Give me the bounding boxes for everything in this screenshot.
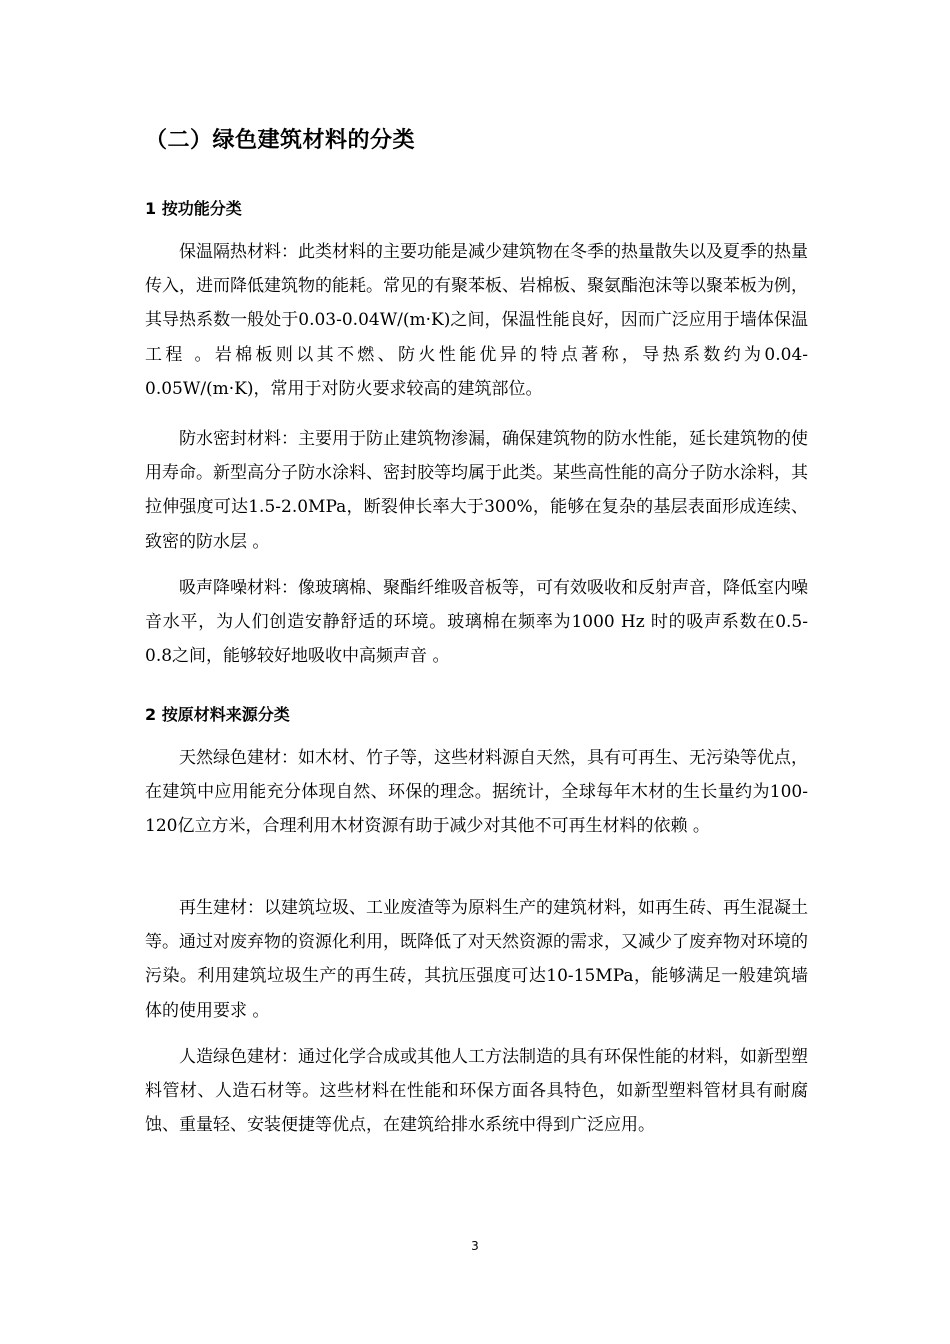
paragraph-sound-absorbing-materials: 吸声降噪材料：像玻璃棉、聚酯纤维吸音板等，可有效吸收和反射声音，降低室内噪音水平，为人们创造安静舒适的环境。玻璃棉在频率为1000 Hz 时的吸声系数在0.5-0.8之间，能够较好地吸收中高频声音 。: [145, 578, 808, 667]
page-number: 3: [471, 1239, 479, 1253]
document-page: [145, 0, 808, 1344]
paragraph-recycled-materials: 再生建材：以建筑垃圾、工业废渣等为原料生产的建筑材料，如再生砖、再生混凝土等。通过对废弃物的资源化利用，既降低了对天然资源的需求，又减少了废弃物对环境的污染。利用建筑垃圾生产的再生砖，其抗压强度可达10-15MPa，能够满足一般建筑墙体的使用要求 。: [145, 898, 808, 1021]
section-title-by-function: 1 按功能分类: [145, 199, 242, 218]
section-title-by-raw-material: 2 按原材料来源分类: [145, 705, 290, 724]
chapter-heading: （二）绿色建筑材料的分类: [145, 128, 416, 153]
paragraph-synthetic-materials: 人造绿色建材：通过化学合成或其他人工方法制造的具有环保性能的材料，如新型塑料管材、人造石材等。这些材料在性能和环保方面各具特色，如新型塑料管材具有耐腐蚀、重量轻、安装便捷等优点，在建筑给排水系统中得到广泛应用。: [145, 1047, 808, 1136]
paragraph-natural-materials: 天然绿色建材：如木材、竹子等，这些材料源自天然，具有可再生、无污染等优点，在建筑中应用能充分体现自然、环保的理念。据统计，全球每年木材的生长量约为100-120亿立方米，合理利用木材资源有助于减少对其他不可再生材料的依赖 。: [145, 748, 808, 837]
paragraph-insulation-materials: 保温隔热材料：此类材料的主要功能是减少建筑物在冬季的热量散失以及夏季的热量传入，进而降低建筑物的能耗。常见的有聚苯板、岩棉板、聚氨酯泡沫等以聚苯板为例，其导热系数一般处于0.03-0.04W/(m·K)之间，保温性能良好，因而广泛应用于墙体保温工程 。岩棉板则以其不燃、防火性能优异的特点著称，导热系数约为0.04-0.05W/(m·K)，常用于对防火要求较高的建筑部位。: [145, 242, 808, 399]
paragraph-waterproof-materials: 防水密封材料：主要用于防止建筑物渗漏，确保建筑物的防水性能，延长建筑物的使用寿命。新型高分子防水涂料、密封胶等均属于此类。某些高性能的高分子防水涂料，其拉伸强度可达1.5-2.0MPa，断裂伸长率大于300%，能够在复杂的基层表面形成连续、致密的防水层 。: [145, 429, 808, 552]
